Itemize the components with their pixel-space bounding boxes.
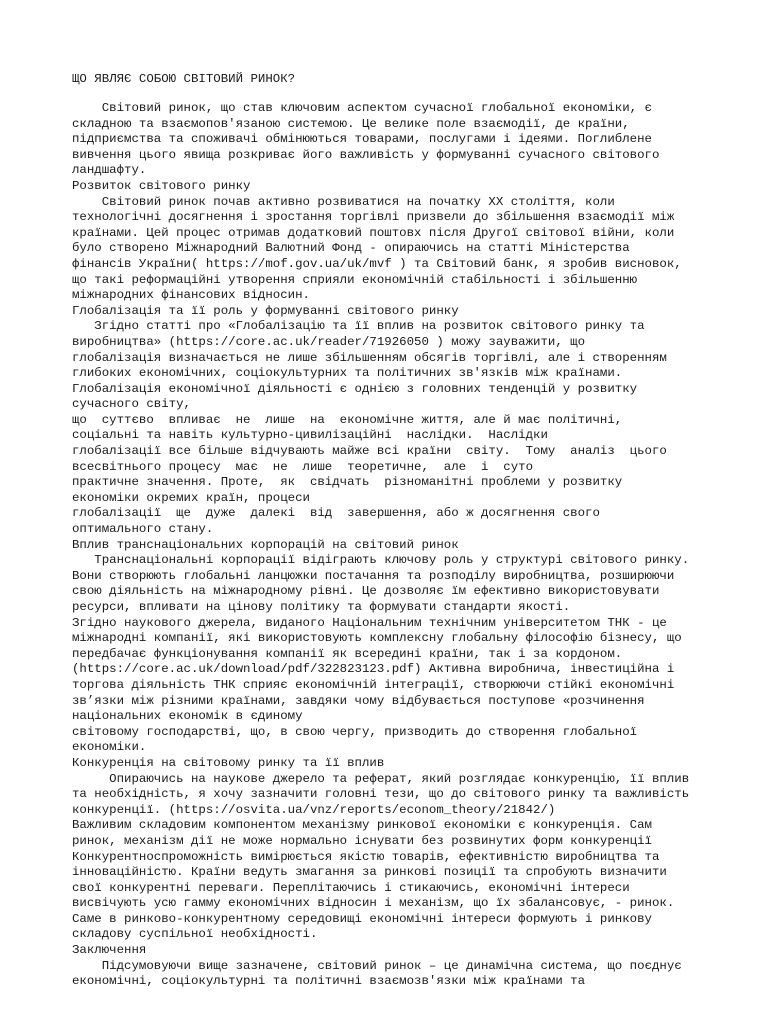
text-line: економіки.: [72, 740, 147, 755]
text-line: свої конкурентні переваги. Переплітаючись і стикаючись, економічні інтереси: [72, 880, 630, 895]
text-line: торгова діяльність ТНК сприяє економічній інтеграції, створюючи стійкі економічні: [72, 677, 675, 692]
text-line: зв’язки між різними країнами, завдяки чому відбувається поступове «розчинення: [72, 693, 645, 708]
text-line: що такі реформаційні утворення сприяли економічній стабільності і збільшенню: [72, 272, 638, 287]
text-line: економічні, соціокультурні та політичні взаємозв'язки між країнами та: [72, 974, 586, 989]
text-line: підприємства та споживачі обмінюються товарами, послугами і ідеями. Поглиблене: [72, 132, 652, 147]
text-line: Заключення: [72, 943, 147, 958]
text-line: передбачає функціонування компанії як всередині країни, так і за кордоном.: [72, 646, 623, 661]
text-line: Згідно наукового джерела, виданого Національним технічним університетом ТНК - це: [72, 615, 667, 630]
text-line: Вони створюють глобальні ланцюжки постачання та розподілу виробництва, розширюючи: [72, 568, 675, 583]
text-line: Підсумовуючи вище зазначене, світовий ринок – це динамічна система, що поєднує: [72, 958, 682, 973]
text-line: міжнародних фінансових відносин.: [72, 288, 310, 303]
text-line: фінансів України( https://mof.gov.ua/uk/mvf ) та Світовий банк, я зробив висновок,: [72, 256, 682, 271]
text-line: Глобалізація економічної діяльності є однією з головних тенденцій у розвитку: [72, 381, 638, 396]
text-line: Глобалізація та її роль у формуванні світового ринку: [72, 303, 459, 318]
text-line: ресурси, впливати на цінову політику та формувати стандарти якості.: [72, 600, 571, 614]
text-line: вивчення цього явища розкриває його важливість у формуванні сучасного світового: [72, 147, 660, 162]
text-line: ринок, механізм дії не може нормально існувати без розвинутих форм конкуренції: [72, 833, 652, 848]
text-line: Згідно статті про «Глобалізацію та її вплив на розвиток світового ринку та: [72, 319, 645, 334]
text-line: ландшафту.: [72, 163, 147, 178]
text-line: (https://core.ac.uk/download/pdf/322823123.pdf) Активна виробнича, інвестиційна і: [72, 662, 675, 677]
text-line: практичне значення. Проте, як свідчать різноманітні проблеми у розвитку: [72, 475, 623, 490]
text-line: оптимального стану.: [72, 522, 214, 537]
text-line: та необхідність, я хочу зазначити головні тези, що до світового ринку та важливість: [72, 787, 690, 802]
text-line: Саме в ринково-конкурентному середовищі економічні інтереси формують і ринкову: [72, 911, 652, 926]
text-line: всесвітнього процесу має не лише теоретичне, але і суто: [72, 459, 534, 474]
text-line: Світовий ринок почав активно розвиватися на початку ХХ століття, коли: [72, 194, 615, 209]
text-line: складову суспільної необхідності.: [72, 927, 318, 942]
text-line: глобалізації все більше відчувають майже всі країни світу. Тому аналіз цього: [72, 444, 667, 459]
text-line: міжнародні компанії, які використовують комплексну глобальну філософію бізнесу, що: [72, 631, 682, 646]
text-line: глибоких економічних, соціокультурних та політичних зв'язків між країнами.: [72, 366, 623, 381]
text-line: світовому господарстві, що, в свою чергу, призводить до створення глобальної: [72, 724, 638, 739]
text-line: Світовий ринок, що став ключовим аспектом сучасної глобальної економіки, є: [72, 101, 652, 115]
text-line: Вплив транснаціональних корпорацій на світовий ринок: [72, 537, 459, 552]
text-line: сучасного світу,: [72, 397, 191, 412]
text-line: глобалізація визначається не лише збільшенням обсягів торгівлі, але і створенням: [72, 350, 667, 365]
text-line: виробництва» (https://core.ac.uk/reader/71926050 ) можу зауважити, що: [72, 334, 586, 349]
text-line: Важливим складовим компонентом механізму ринкової економіки є конкуренція. Сам: [72, 818, 652, 833]
text-line: Розвиток світового ринку: [72, 178, 251, 193]
text-line: Опираючись на наукове джерело та реферат, який розглядає конкуренцію, її вплив: [72, 771, 690, 786]
text-line: соціальні та навіть культурно-цивилізаційні наслідки. Наслідки: [72, 428, 548, 443]
text-line: економіки окремих країн, процеси: [72, 490, 310, 505]
text-line: технологічні досягнення і зростання торгівлі призвели до збільшення взаємодії між: [72, 210, 675, 225]
text-line: країнами. Цей процес отримав додатковий поштовх після Другої світової війни, коли: [72, 225, 675, 240]
text-line: Конкуренція на світовому ринку та її вплив: [72, 755, 385, 770]
text-line: висвічують усю гамму економічних відносин і механізм, що їх збалансовує, - ринок.: [72, 896, 675, 911]
text-line: глобалізації ще дуже далекі від завершення, або ж досягнення свого: [72, 506, 600, 521]
text-line: національних економік в єдиному: [72, 709, 303, 724]
text-line: було створено Міжнародний Валютний Фонд - опираючись на статті Міністерства: [72, 241, 630, 256]
text-line: інноваційністю. Країни ведуть змагання за ринкові позиції та спробують визначити: [72, 865, 667, 880]
text-line: що суттєво впливає не лише на економічне життя, але й має політичні,: [72, 412, 623, 427]
text-line: свою діяльність на міжнародному рівні. Це дозволяє їм ефективно використовувати: [72, 584, 660, 599]
document-title: ЩО ЯВЛЯЄ СОБОЮ СВІТОВИЙ РИНОК?: [72, 72, 296, 86]
text-line: Конкурентноспроможність вимірюється якістю товарів, ефективністю виробництва та: [72, 849, 660, 864]
document-body: [72, 101, 712, 990]
text-line: конкуренції. (https://osvita.ua/vnz/reports/econom_theory/21842/): [72, 802, 556, 817]
text-line: Транснаціональні корпорації відіграють ключову роль у структурі світового ринку.: [72, 553, 690, 568]
text-line: складною та взаємопов'язаною системою. Це велике поле взаємодії, де країни,: [72, 116, 630, 131]
